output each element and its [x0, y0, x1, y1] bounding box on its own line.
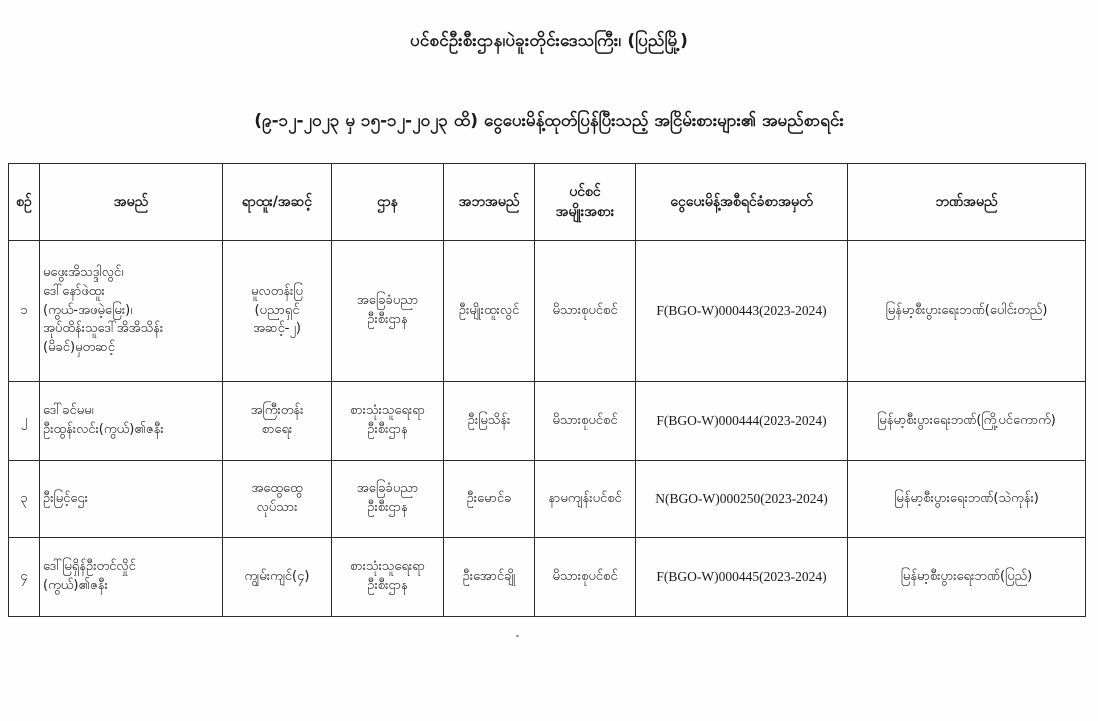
cell-name-line: မဖွေးအိသဒ္ဒါလွင်၊: [43, 264, 124, 280]
header-rank: ရာထူး/အဆင့်: [223, 164, 332, 241]
cell-department-line: ဦးစီးဌာန: [367, 312, 408, 327]
cell-name-line: ဒေါ်မြရှိန်ဦးတင်လှိုင်: [43, 559, 136, 575]
cell-bank: မြန်မာ့စီးပွားရေးဘဏ်(သဲကုန်း): [848, 461, 1086, 538]
table-row: [9, 382, 1086, 461]
table-row: [9, 538, 1086, 617]
cell-rank: [223, 241, 332, 382]
header-pension-type: [535, 164, 636, 241]
cell-order-number: F(BGO-W)000444(2023-2024): [636, 382, 848, 461]
cell-name-line: (ကွယ်-အဖမဲ့မြေး)၊: [43, 302, 133, 318]
table-row: [9, 241, 1086, 382]
cell-pension-type: မိသားစုပင်စင်: [535, 538, 636, 617]
cell-department-line: စားသုံးသူရေးရာ: [349, 559, 426, 575]
cell-department-line: ဦးစီးဌာန: [367, 422, 408, 437]
cell-bank: မြန်မာ့စီးပွားရေးဘဏ်(ပေါင်းတည်): [848, 241, 1086, 382]
header-father-name: အဘအမည်: [444, 164, 535, 241]
cell-rank: [223, 538, 332, 617]
cell-pension-type: နာမကျန်းပင်စင်: [535, 461, 636, 538]
cell-name: [40, 461, 223, 538]
cell-order-number: N(BGO-W)000250(2023-2024): [636, 461, 848, 538]
cell-order-number: F(BGO-W)000445(2023-2024): [636, 538, 848, 617]
cell-department-line: စားသုံးသူရေးရာ: [349, 403, 426, 419]
cell-name: [40, 382, 223, 461]
table-row: [9, 461, 1086, 538]
cell-department-line: ဦးစီးဌာန: [367, 500, 408, 515]
scan-speck: [516, 635, 519, 637]
cell-rank: [223, 382, 332, 461]
cell-father-name: ဦးမျိုးထူးလွင်: [444, 241, 535, 382]
cell-rank-line: လုပ်သား: [256, 500, 298, 515]
table-header-row: [9, 164, 1086, 241]
cell-name-line: ဦးမြင့်ဌေး: [43, 490, 88, 506]
cell-name-line: (ကွယ်)၏ဇနီး: [43, 578, 108, 593]
cell-rank-line: စာရေး: [261, 422, 293, 437]
cell-department: [332, 461, 444, 538]
cell-department: [332, 382, 444, 461]
cell-department: [332, 538, 444, 617]
cell-bank: မြန်မာ့စီးပွားရေးဘဏ်(ပြည်): [848, 538, 1086, 617]
cell-bank: မြန်မာ့စီးပွားရေးဘဏ်(ကြို့ပင်ကောက်): [848, 382, 1086, 461]
document-subtitle: (၉-၁၂-၂၀၂၃ မှ ၁၅-၁၂-၂၀၂၃ ထိ) ငွေပေးမိန့်ထုတ်ပြန်ပြီးသည့် အငြိမ်းစားများ၏ အမည်စာရင်း: [254, 111, 844, 131]
cell-name-line: ဦးထွန်းလင်း(ကွယ်)၏ဇနီး: [43, 422, 164, 437]
cell-name-line: (မိခင်)မှတဆင့်: [43, 340, 115, 356]
cell-order-number: F(BGO-W)000443(2023-2024): [636, 241, 848, 382]
cell-rank-line: ကျွမ်းကျင်(၄): [244, 568, 310, 584]
cell-department-line: ဦးစီးဌာန: [367, 578, 408, 593]
cell-rank-line: အဆင့်-၂): [253, 321, 301, 337]
document-title: ပင်စင်ဦးစီးဌာန၊ပဲခူးတိုင်းဒေသကြီး၊ (ပြည်မြို့): [409, 31, 689, 51]
cell-rank: [223, 461, 332, 538]
header-no: စဉ်: [9, 164, 40, 241]
cell-no: ၁: [9, 241, 40, 382]
cell-name-line: ဒေါ်နော်ဖဲထူး: [43, 283, 105, 299]
cell-pension-type: မိသားစုပင်စင်: [535, 241, 636, 382]
cell-no: ၄: [9, 538, 40, 617]
header-order-number: ငွေပေးမိန့်အစီရင်ခံစာအမှတ်: [636, 164, 848, 241]
cell-no: ၂: [9, 382, 40, 461]
cell-name-line: ဒေါ်ခင်မမ၊: [43, 403, 94, 419]
cell-pension-type: မိသားစုပင်စင်: [535, 382, 636, 461]
cell-name-line: အုပ်ထိန်းသူဒေါ်အိအိသိန်း: [43, 321, 164, 337]
header-bank: ဘဏ်အမည်: [848, 164, 1086, 241]
cell-rank-line: မူလတန်းပြ: [251, 283, 303, 299]
cell-department-line: အခြေခံပညာ: [356, 293, 419, 309]
pensioner-table: [8, 163, 1086, 617]
cell-no: ၃: [9, 461, 40, 538]
cell-father-name: ဦးမောင်ခ: [444, 461, 535, 538]
cell-department: [332, 241, 444, 382]
cell-name: [40, 538, 223, 617]
cell-rank-line: အကြီးတန်း: [250, 403, 304, 419]
cell-name: [40, 241, 223, 382]
cell-father-name: ဦးမြသိန်း: [444, 382, 535, 461]
cell-rank-line: (ပညာရှင်: [254, 302, 300, 318]
cell-father-name: ဦးအောင်ချို: [444, 538, 535, 617]
cell-rank-line: အထွေထွေ: [251, 481, 303, 497]
header-department: ဌာန: [332, 164, 444, 241]
header-pension-type-line2: အမျိုးအစား: [555, 204, 615, 220]
header-name: အမည်: [40, 164, 223, 241]
cell-department-line: အခြေခံပညာ: [356, 481, 419, 497]
header-pension-type-line1: ပင်စင်: [569, 183, 601, 200]
